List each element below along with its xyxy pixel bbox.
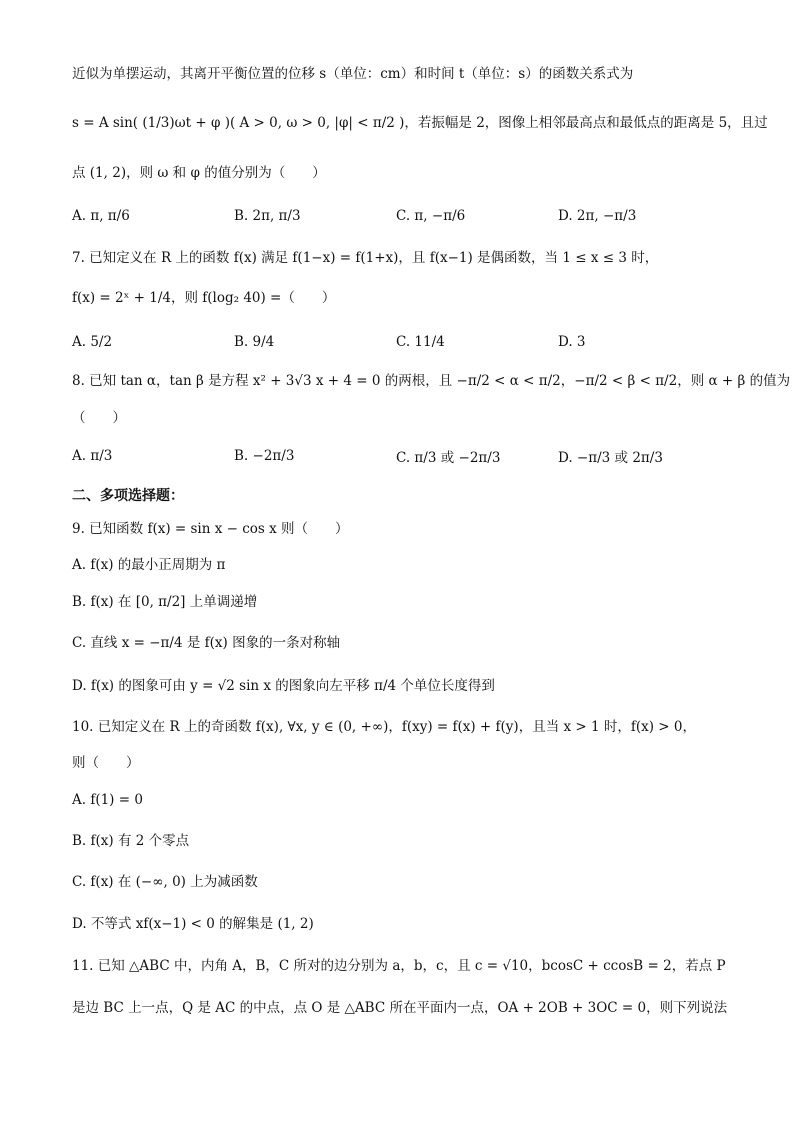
q9-option-c: C. 直线 x = −π/4 是 f(x) 图象的一条对称轴 [72, 635, 341, 651]
q9-option-d: D. f(x) 的图象可由 y = √2 sin x 的图象向左平移 π/4 个单位长度得到 [72, 678, 495, 694]
q6-option-a: A. π, π/6 [72, 208, 130, 224]
q11-stem-line1: 11. 已知 △ABC 中，内角 A，B，C 所对的边分别为 a，b，c，且 c = √10，bcosC + ccosB = 2，若点 P [72, 958, 726, 974]
q10-option-d: D. 不等式 xf(x−1) < 0 的解集是 (1, 2) [72, 916, 314, 932]
q6-option-c: C. π, −π/6 [396, 208, 466, 224]
q6-option-d: D. 2π, −π/3 [558, 208, 637, 224]
q9-option-a: A. f(x) 的最小正周期为 π [72, 557, 226, 573]
q10-stem-line2: 则（ ） [72, 755, 140, 771]
q9-option-b: B. f(x) 在 [0, π/2] 上单调递增 [72, 594, 258, 610]
q10-stem-line1: 10. 已知定义在 R 上的奇函数 f(x), ∀x, y ∈ (0, +∞)，f(xy) = f(x) + f(y)，且当 x > 1 时，f(x) > 0， [72, 719, 696, 735]
q6-options [72, 196, 732, 236]
q6-option-b: B. 2π, π/3 [234, 208, 301, 224]
q8-option-d: D. −π/3 或 2π/3 [558, 450, 663, 466]
q7-stem-line1: 7. 已知定义在 R 上的函数 f(x) 满足 f(1−x) = f(1+x)，且 f(x−1) 是偶函数，当 1 ≤ x ≤ 3 时， [72, 250, 659, 266]
q6-formula-line: s = A sin( (1/3)ωt + φ )( A > 0, ω > 0, |φ| < π/2 )，若振幅是 2，图像上相邻最高点和最低点的距离是 5，且过 [72, 115, 768, 131]
q6-text-line3: 点 (1, 2)，则 ω 和 φ 的值分别为（ ） [72, 165, 326, 181]
q10-option-c: C. f(x) 在 (−∞, 0) 上为减函数 [72, 874, 258, 890]
q8-options [72, 436, 732, 476]
q8-stem-line2: （ ） [72, 410, 126, 426]
q7-option-d: D. 3 [558, 334, 586, 350]
q7-stem-line2: f(x) = 2ˣ + 1/4，则 f(log₂ 40) =（ ） [72, 290, 336, 306]
q7-options [72, 322, 732, 362]
q9-stem: 9. 已知函数 f(x) = sin x − cos x 则（ ） [72, 521, 349, 537]
q7-option-a: A. 5/2 [72, 334, 113, 350]
q7-option-c: C. 11/4 [396, 334, 445, 350]
q8-option-b: B. −2π/3 [234, 448, 295, 464]
q7-option-b: B. 9/4 [234, 334, 275, 350]
q8-option-c: C. π/3 或 −2π/3 [396, 450, 501, 466]
q6-text-line1: 近似为单摆运动，其离开平衡位置的位移 s（单位：cm）和时间 t（单位：s）的函数关系式为 [72, 66, 634, 82]
q11-stem-line2: 是边 BC 上一点，Q 是 AC 的中点，点 O 是 △ABC 所在平面内一点，OA + 2OB + 3OC = 0，则下列说法 [72, 1000, 728, 1016]
section-heading-multiple-choice: 二、多项选择题： [72, 488, 184, 504]
q10-option-a: A. f(1) = 0 [72, 792, 143, 808]
q8-option-a: A. π/3 [72, 448, 113, 464]
q10-option-b: B. f(x) 有 2 个零点 [72, 833, 190, 849]
q8-stem-line1: 8. 已知 tan α，tan β 是方程 x² + 3√3 x + 4 = 0 的两根，且 −π/2 < α < π/2，−π/2 < β < π/2，则 α + β 的值为 [72, 373, 791, 389]
